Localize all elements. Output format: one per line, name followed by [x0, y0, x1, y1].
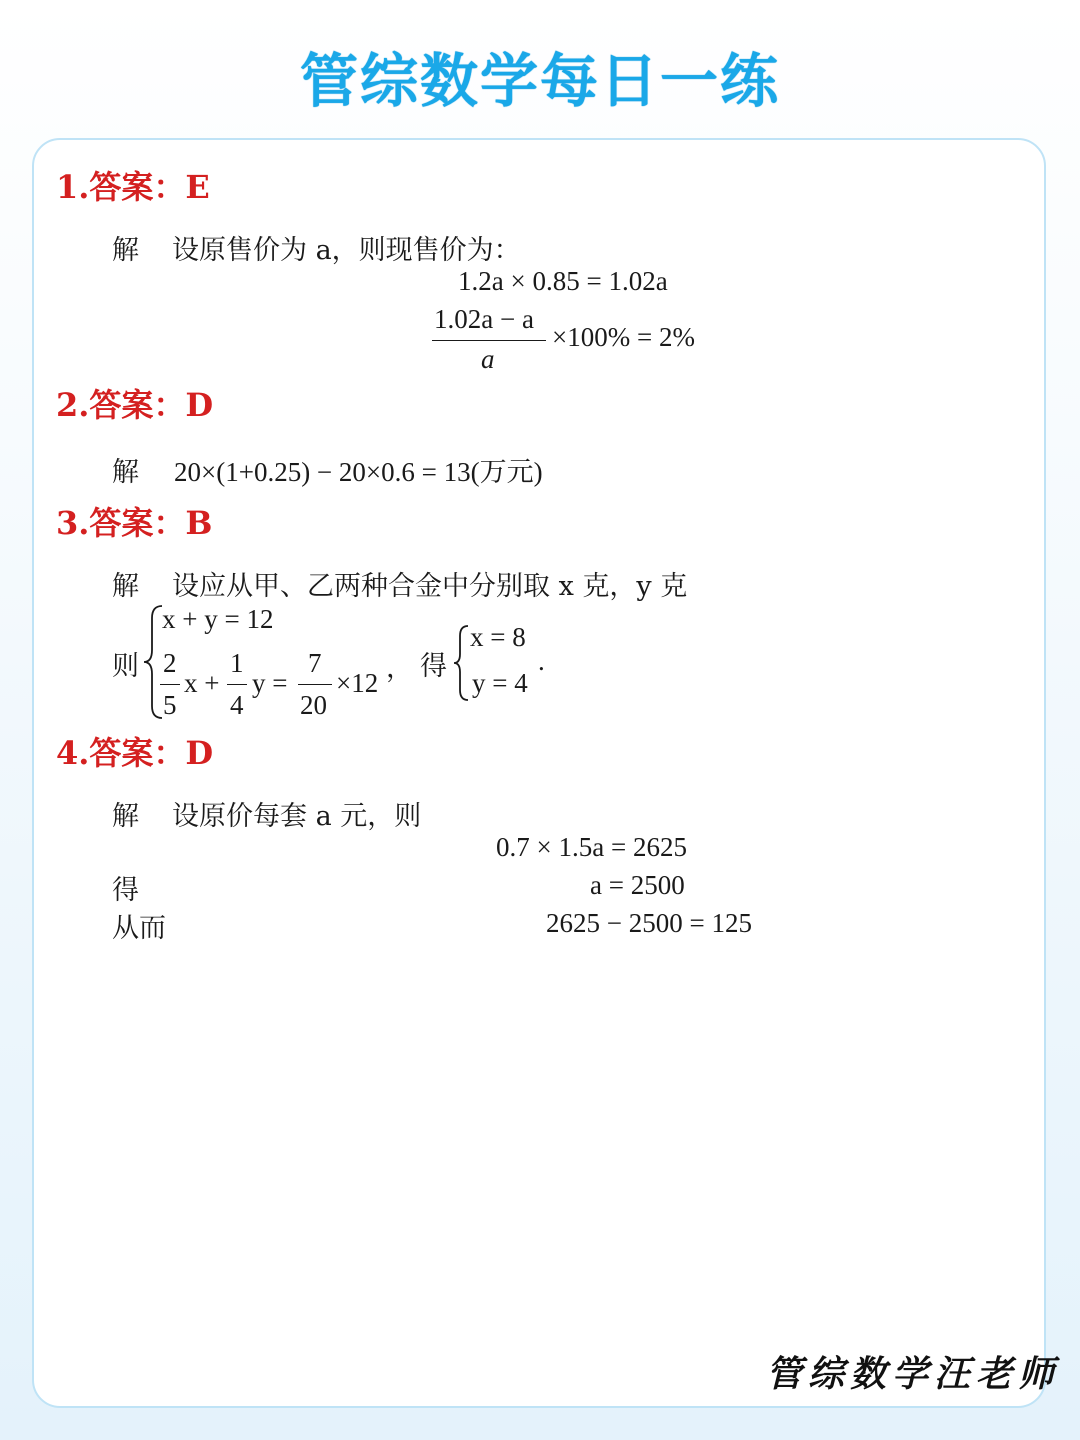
q3-frac1-numerator: 2 — [163, 648, 177, 678]
solution-label-1: 解 — [112, 235, 139, 266]
q3-frac3-bar — [298, 684, 332, 685]
q3-frac1-variable: x + — [184, 668, 220, 698]
q3-system-equation-1: x + y = 12 — [162, 604, 274, 634]
q4-equation-3: 2625 − 2500 = 125 — [546, 908, 752, 938]
q3-period: . — [538, 646, 545, 676]
q3-frac3-multiplier: ×12 — [336, 668, 379, 698]
author-signature: 管综数学汪老师 — [766, 1353, 1061, 1395]
answer-heading-3: 3.答案：B — [56, 504, 213, 542]
q3-result-x: x = 8 — [470, 622, 526, 652]
q3-frac1-bar — [160, 684, 180, 685]
q1-setup-text: 设原售价为 a，则现售价为： — [172, 235, 521, 266]
q3-frac2-variable: y = — [252, 668, 288, 698]
q1-equation-1: 1.2a × 0.85 = 1.02a — [458, 266, 668, 296]
q3-frac1-denominator: 5 — [163, 690, 177, 720]
solution-label-4: 解 — [112, 801, 139, 832]
q4-equation-2: a = 2500 — [590, 870, 685, 900]
q3-frac3-denominator: 20 — [300, 690, 327, 720]
q1-fraction-numerator: 1.02a − a — [434, 304, 534, 334]
q3-result-brace — [452, 624, 472, 702]
q4-thus-label: 从而 — [112, 913, 166, 944]
q3-result-y: y = 4 — [472, 668, 528, 698]
q3-frac3-numerator: 7 — [308, 648, 322, 678]
solution-label-2: 解 — [112, 457, 139, 488]
answer-heading-4: 4.答案：D — [56, 734, 214, 772]
q3-setup-text: 设应从甲、乙两种合金中分别取 x 克，y 克 — [172, 571, 688, 602]
q4-result-label: 得 — [112, 875, 139, 906]
q3-then-label: 则 — [112, 651, 139, 682]
q3-frac2-numerator: 1 — [230, 648, 244, 678]
q1-fraction-bar — [432, 340, 546, 341]
page-title: 管综数学每日一练 — [299, 47, 780, 115]
solution-label-3: 解 — [112, 571, 139, 602]
q3-frac2-bar — [227, 684, 247, 685]
answer-heading-2: 2.答案：D — [56, 386, 214, 424]
q3-result-label: 得 — [420, 651, 447, 682]
q3-frac2-denominator: 4 — [230, 690, 244, 720]
q2-equation: 20×(1+0.25) − 20×0.6 = 13(万元) — [174, 457, 543, 487]
q4-setup-text: 设原价每套 a 元，则 — [172, 801, 422, 832]
q3-comma: ， — [386, 653, 413, 684]
q4-equation-1: 0.7 × 1.5a = 2625 — [496, 832, 687, 862]
answer-heading-1: 1.答案：E — [56, 168, 210, 206]
q1-fraction-result: ×100% = 2% — [552, 322, 695, 352]
q1-fraction-denominator: a — [481, 344, 495, 374]
